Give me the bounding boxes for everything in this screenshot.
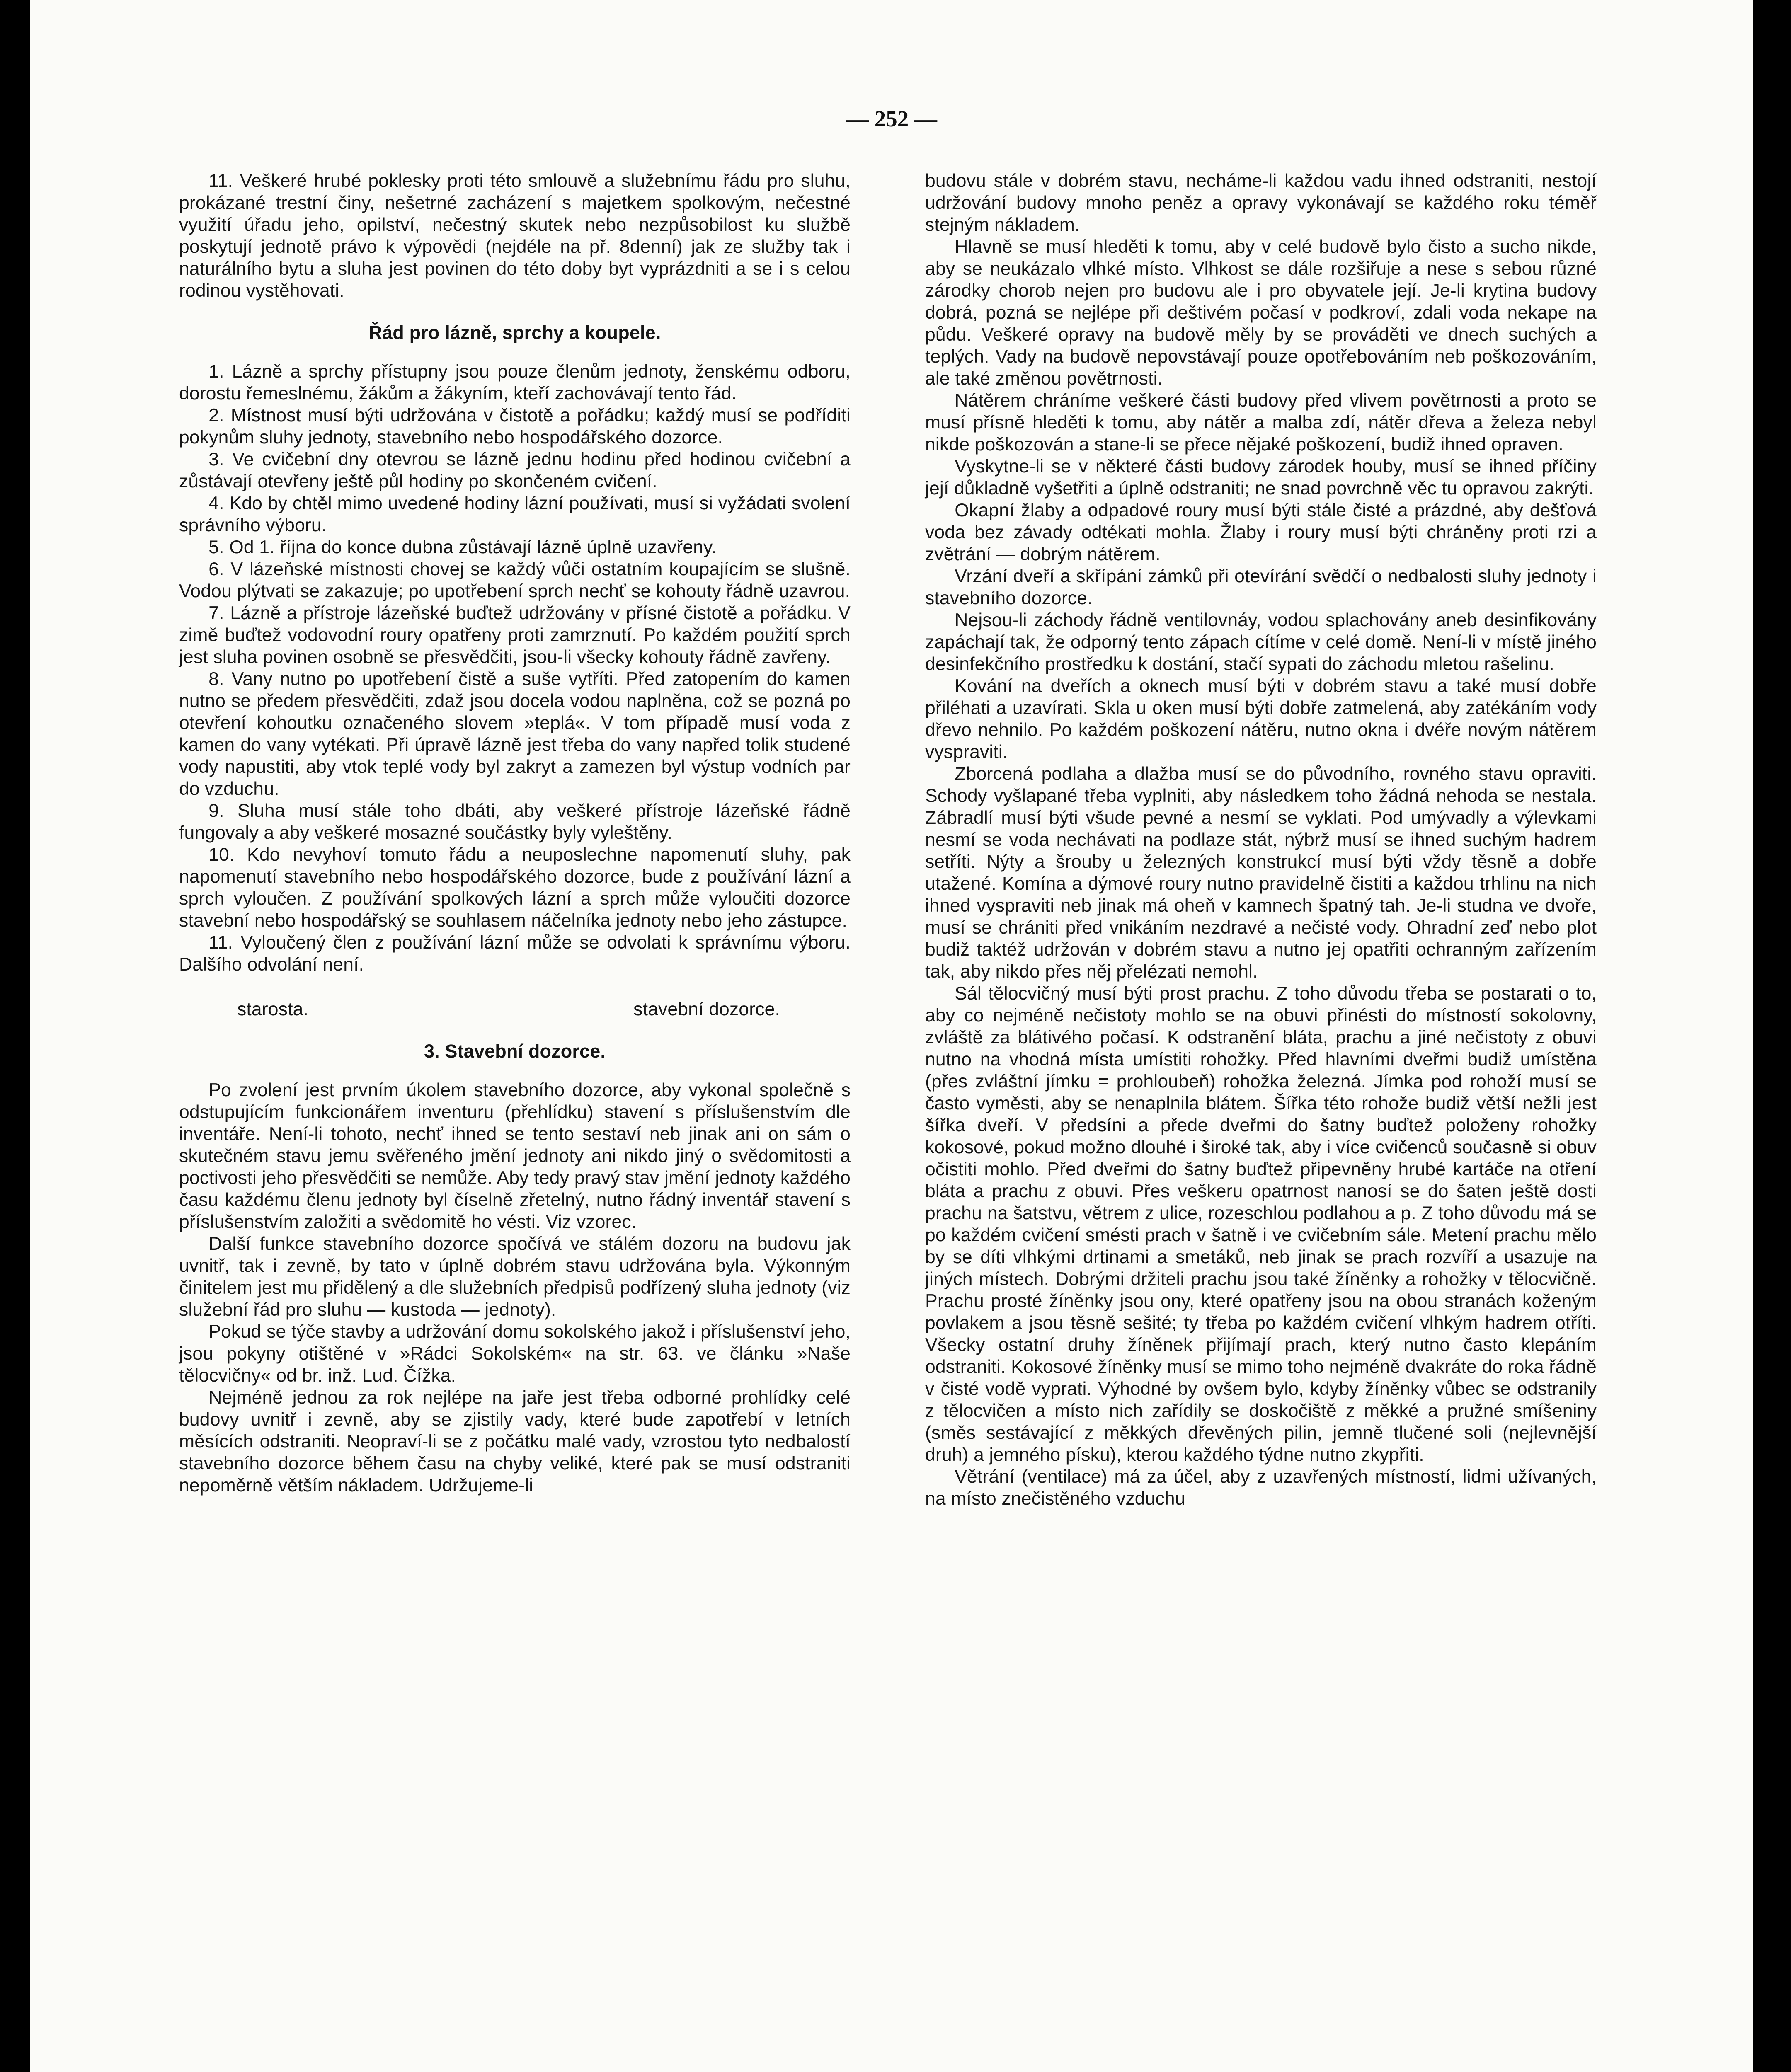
bath-rule-1: 1. Lázně a sprchy přístupny jsou pouze členům jednoty, ženskému odboru, dorostu řemeslnému, žákům a žákyním, kteří zachovávají tento řád. [179,361,851,404]
bath-rule-5: 5. Od 1. října do konce dubna zůstávají lázně úplně uzavřeny. [208,537,717,557]
bath-rule-11: 11. Vyloučený člen z používání lázní může se odvolati k správnímu výboru. Dalšího odvolání není. [179,932,851,975]
bath-rule-10: 10. Kdo nevyhoví tomuto řádu a neuposlechne napomenutí sluhy, pak napomenutí stavebního nebo hospodářského dozorce, bude z používání lázní a sprch vyloučen. Z používání spolkových lázní a sprch může vyloučiti dozorce stavební nebo hospodářský se souhlasem náčelníka jednoty nebo jeho zástupce. [179,845,851,931]
body-paragraph: Hlavně se musí hleděti k tomu, aby v celé budově bylo čisto a sucho nikde, aby se neukázalo vlhké místo. Vlhkost se dále rozšiřuje a nese s sebou různé zárodky chorob nejen pro budovu ale i pro obyvatele její. Je-li krytina budovy dobrá, pozná se nejlépe při deštivém počasí v podkroví, zdali voda nekape na půdu. Veškeré opravy na budově měly by se prováděti ve dnech suchých a teplých. Vady na budově nepovstávají pouze opotřebováním neb poškozováním, ale také změnou povětrnosti. [925,237,1597,389]
body-paragraph: Větrání (ventilace) má za účel, aby z uzavřených místností, lidmi užívaných, na místo znečistěného vzduchu [925,1467,1597,1509]
bath-rule-7: 7. Lázně a přístroje lázeňské buďtež udržovány v přísné čistotě a pořádku. V zimě buďtež vodovodní roury opatřeny proti zamrznutí. Po každém použití sprch jest sluha povinen osobně se přesvědčiti, jsou-li všecky kohouty řádně zavřeny. [179,603,851,667]
bath-rule-8: 8. Vany nutno po upotřebení čistě a suše vytříti. Před zatopením do kamen nutno se předem přesvědčiti, zdaž jsou docela vodou naplněna, což se pozná po otevření kohoutku označeného slovem »teplá«. V tom případě musí voda z kamen do vany vytékati. Při úpravě lázně jest třeba do vany napřed tolik studené vody napustiti, aby vtok teplé vody byl zakryt a zamezen byl výstup vodních par do vzduchu. [179,669,851,799]
body-paragraph: Vyskytne-li se v některé části budovy zárodek houby, musí se ihned příčiny její důkladně vyšetřiti a úplně odstraniti; ne snad povrchně věc tu opravou zakrýti. [925,456,1597,499]
continued-paragraph: budovu stále v dobrém stavu, necháme-li každou vadu ihned odstraniti, nestojí udržování budovy mnoho peněz a opravy vykonávají se každého roku téměř stejným nákladem. [925,171,1597,235]
bath-rule-6: 6. V lázeňské místnosti chovej se každý vůči ostatním koupajícím se slušně. Vodou plýtvati se zakazuje; po upotřebení sprch nechť se kohouty řádně uzavrou. [179,559,851,601]
body-paragraph: Vrzání dveří a skřípání zámků při otevírání svědčí o nedbalosti sluhy jednoty i stavebního dozorce. [925,566,1597,608]
body-paragraph: Sál tělocvičný musí býti prost prachu. Z toho důvodu třeba se postarati o to, aby co nejméně nečistoty mohlo se na obuvi přinésti do místností sokolovny, zvláště za blátivého počasí. K odstranění bláta, prachu a jiné nečistoty z obuvi nutno na vhodná místa umístiti rohožky. Před hlavními dveřmi budiž umístěna (přes zvláštní jímku = prohloubeň) rohožka železná. Jímka pod rohoží musí se často vyměsti, aby se nenaplnila blátem. Šířka této rohože budiž větší nežli jest šířka dveří. V předsíni a přede dveřmi do šatny buďtež položeny rohožky kokosové, pokud možno dlouhé i široké tak, aby i více cvičenců současně si obuv očistiti mohlo. Před dveřmi do šatny buďtež připevněny hrubé kartáče na otření bláta a prachu z obuvi. Přes veškeru opatrnost nanosí se do šaten ještě dosti prachu na šatstvu, větrem z ulice, rozeschlou podlahou a p. Z toho důvodu má se po každém cvičení smésti prach v šatně i ve cvičebním sále. Metení prachu mělo by se díti vlhkými drtinami a smetáků, neb jinak se prach rozvíří a usazuje na jiných místech. Dobrými držiteli prachu jsou také žíněnky a rohožky v tělocvičně. Prachu prosté žíněnky jsou ony, které opatřeny jsou na obou stranách koženým povlakem a jsou těsně sešité; ty třeba po každém cvičení vlhkým hadrem otříti. Všecky ostatní druhy žíněnek přijímají prach, který nutno často klepáním odstraniti. Kokosové žíněnky musí se mimo toho nejméně dvakráte do roka řádně v čisté vodě vyprati. Výhodné by ovšem bylo, kdyby žíněnky vůbec se odstranily z tělocvičen a místo nich zařídily se doskočiště z měkké a pružné smíšeniny (směs sestávající z měkkých dřevěných pilin, jemně tlučené soli (nejlevnější druh) a jemného písku), kterou každého týdne nutno zkypřiti. [925,983,1597,1465]
bath-rule-4: 4. Kdo by chtěl mimo uvedené hodiny lázní používati, musí si vyžádati svolení správního výboru. [179,493,851,535]
left-column [179,170,851,1496]
right-column [925,170,1597,1510]
building-paragraph: Další funkce stavebního dozorce spočívá ve stálém dozoru na budovu jak uvnitř, tak i zevně, by tato v úplně dobrém stavu udržována byla. Výkonným činitelem jest mu přidělený a dle služebních předpisů podřízený sluha jednoty (viz služební řád pro sluhu — kustoda — jednoty). [179,1234,851,1320]
building-paragraph: Nejméně jednou za rok nejlépe na jaře jest třeba odborné prohlídky celé budovy uvnitř i zevně, aby se zjistily vady, které bude zapotřebí v letních měsících odstraniti. Neopraví-li se z počátku malé vady, vzrostou tyto nedbalostí stavebního dozorce během času na chyby veliké, které pak se musí odstraniti nepoměrně větším nákladem. Udržujeme-li [179,1387,851,1496]
building-paragraph: Pokud se týče stavby a udržování domu sokolského jakož i příslušenství jeho, jsou pokyny otištěné v »Rádci Sokolském« na str. 63. ve článku »Naše tělocvičny« od br. inž. Lud. Čížka. [179,1322,851,1386]
building-paragraph: Po zvolení jest prvním úkolem stavebního dozorce, aby vykonal společně s odstupujícím funkcionářem inventuru (přehlídku) stavení s příslušenstvím dle inventáře. Není-li tohoto, nechť ihned se tento sestaví neb jinak ani on sám o skutečném stavu jemu svěřeného jmění jednoty ani nikdo jiný o svědomitosti a poctivosti jeho přesvědčiti se nemůže. Aby tedy pravý stav jmění jednoty každého času každému členu jednoty byl číselně zřetelný, nutno řádný inventář stavení s příslušenstvím založiti a svědomitě ho vésti. Viz vzorec. [179,1080,851,1232]
bath-rule-2: 2. Místnost musí býti udržována v čistotě a pořádku; každý musí se podříditi pokynům sluhy jednoty, stavebního nebo hospodářského dozorce. [179,405,851,448]
body-paragraph: Kování na dveřích a oknech musí býti v dobrém stavu a také musí dobře přiléhati a uzavírati. Skla u oken musí býti dobře zatmelená, aby zatékáním vody dřevo nehnilo. Po každém poškození nátěru, nutno okna i dvéře novým nátěrem vyspraviti. [925,676,1597,762]
signature-starosta: starosta. [237,999,309,1019]
bath-rule-3: 3. Ve cvičební dny otevrou se lázně jednu hodinu před hodinou cvičební a zůstávají otevřeny ještě půl hodiny po skončeném cvičení. [179,449,851,491]
bath-rule-9: 9. Sluha musí stále toho dbáti, aby veškeré přístroje lázeňské řádně fungovaly a aby veškeré mosazné součástky byly vyleštěny. [179,801,851,843]
page-number: — 252 — [846,106,937,131]
body-paragraph: Zborcená podlaha a dlažba musí se do původního, rovného stavu opraviti. Schody vyšlapané třeba vyplniti, aby následkem toho žádná nehoda se nestala. Zábradlí musí býti všude pevné a nesmí se vyklati. Pod umývadly a výlevkami nesmí se voda nechávati na podlaze stát, nýbrž musí se ihned suchým hadrem setříti. Nýty a šrouby u železných konstrukcí musí býti vždy těsně a dobře utažené. Komína a dýmové roury nutno pravidelně čistiti a každou trhlinu na nich ihned vyspraviti neb jinak má oheň v kamnech špatný tah. Je-li studna ve dvoře, musí se chrániti před vnikáním nezdravé a nečisté vody. Ohradní zeď nebo plot budiž taktéž udržován v dobrém stavu a nutno jej opatřiti ochranným zařízením tak, aby nikdo přes něj přelézati nemohl. [925,764,1597,982]
signature-line [179,998,851,1020]
building-supervisor-heading: 3. Stavební dozorce. [424,1041,606,1062]
body-paragraph: Nejsou-li záchody řádně ventilovnáy, vodou splachovány aneb desinfikovány zapáchají tak, že odporný tento zápach cítíme v celé domě. Není-li v místě jiného desinfekčního prostředku k dostání, stačí sypati do záchodu mletou rašelinu. [925,610,1597,674]
body-paragraph: Nátěrem chráníme veškeré části budovy před vlivem povětrnosti a proto se musí přísně hleděti k tomu, aby nátěr a malba zdí, nátěr dřeva a železa nebyl nikde poškozován a stane-li se přece nějaké poškození, budiž ihned opraven. [925,390,1597,455]
signature-dozorce: stavební dozorce. [633,999,780,1019]
servant-rule-11: 11. Veškeré hrubé poklesky proti této smlouvě a služebnímu řádu pro sluhu, prokázané trestní činy, nešetrné zacházení s majetkem spolkovým, nečestné využití úřadu jeho, opilství, nečestný skutek nebo nezpůsobilost ku službě poskytují jednotě právo k výpovědi (nejdéle na př. 8denní) jak ze služby tak i naturálního bytu a sluha jest povinen do této doby byt vyprázdniti a se i s celou rodinou vystěhovati. [179,171,851,301]
document-page [30,0,1753,2072]
body-paragraph: Okapní žlaby a odpadové roury musí býti stále čisté a prázdné, aby dešťová voda bez závady odtékati mohla. Žlaby i roury musí býti chráněny proti rzi a zvětrání — dobrým nátěrem. [925,500,1597,564]
baths-heading: Řád pro lázně, sprchy a koupele. [368,322,661,343]
